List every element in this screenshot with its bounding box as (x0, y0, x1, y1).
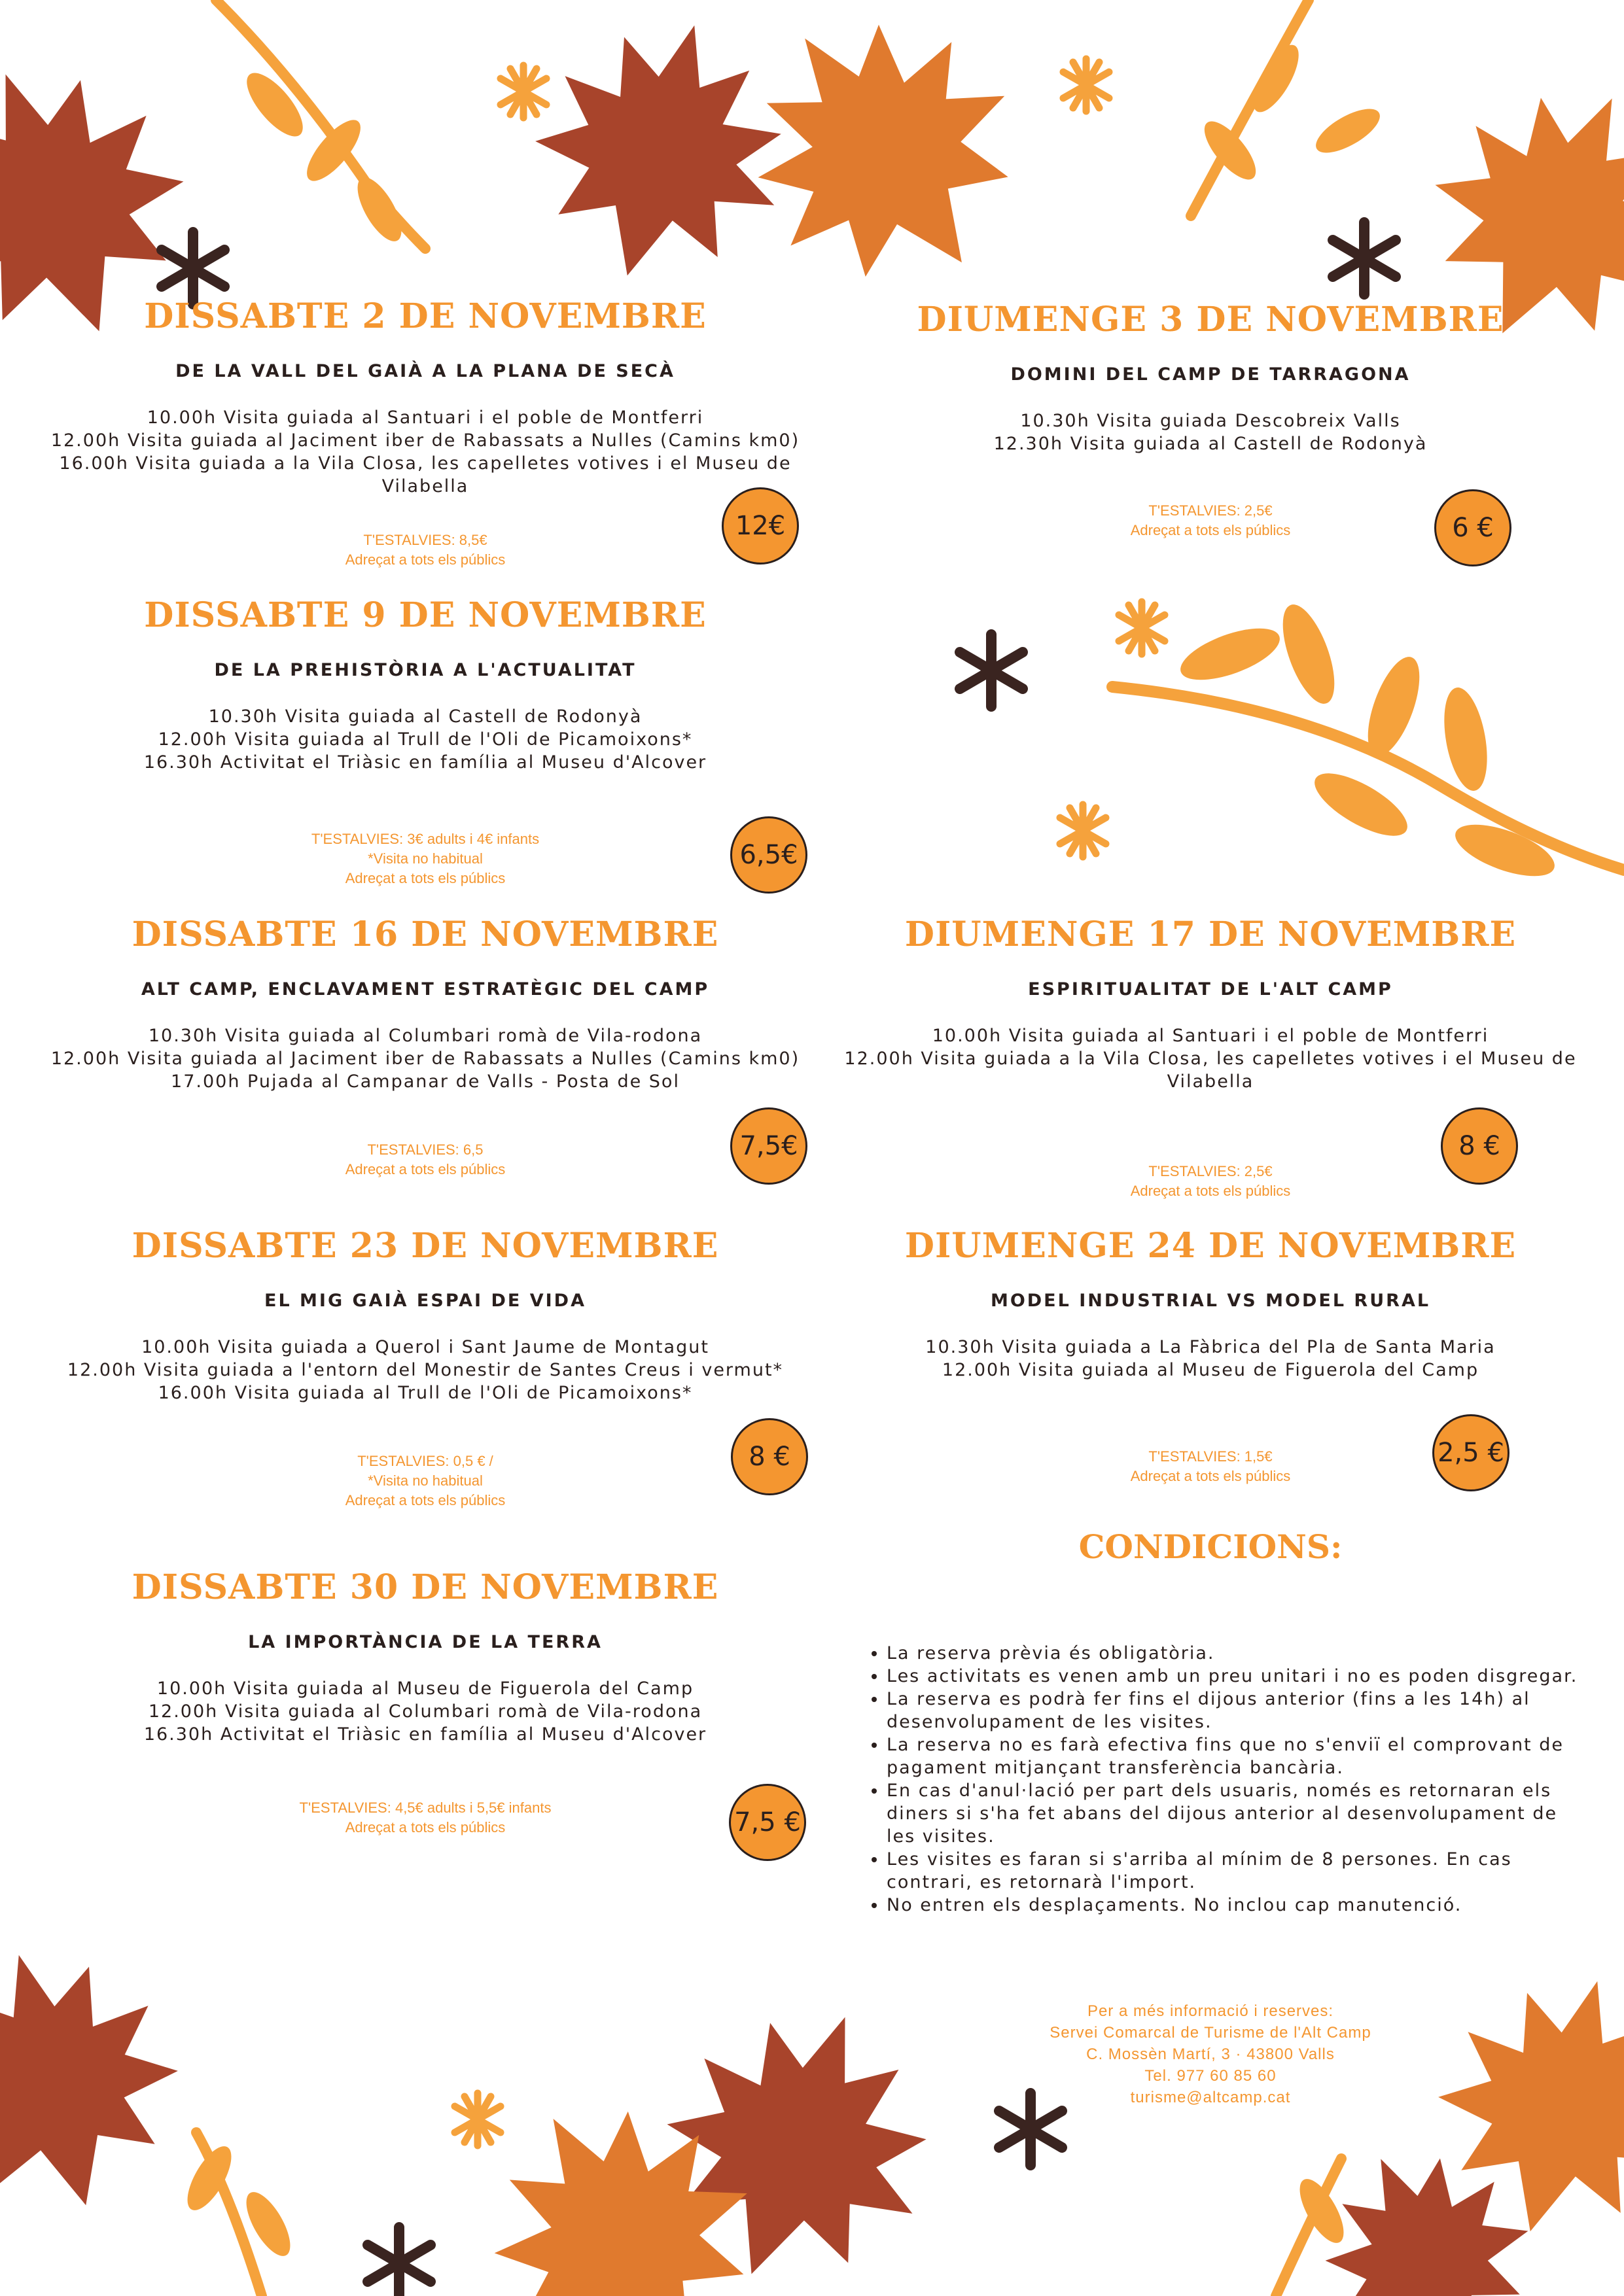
event-subtitle: EL MIG GAIÀ ESPAI DE VIDA (264, 1291, 586, 1312)
note-line: *Visita no habitual (368, 1472, 483, 1489)
event-subtitle: LA IMPORTÀNCIA DE LA TERRA (248, 1632, 603, 1653)
visit-item: 12.00h Visita guiada al Jaciment iber de Rabassats a Nulles (Camins km0) (50, 1049, 800, 1070)
audience-line: Adreçat a tots els públics (345, 1161, 506, 1178)
maple-leaf-icon (0, 1923, 205, 2237)
savings-line: T'ESTALVIES: 2,5€ (1148, 1163, 1273, 1180)
visit-item: 10.00h Visita guiada al Santuari i el poble de Montferri (147, 408, 704, 428)
condition-item: • La reserva es podrà fer fins el dijous anterior (fins a les 14h) al desenvolupament de les visites. (887, 1688, 1587, 1733)
visit-item: 12.30h Visita guiada al Castell de Rodonyà (993, 434, 1428, 455)
event-subtitle: DE LA VALL DEL GAIÀ A LA PLANA DE SECÀ (175, 361, 675, 382)
visit-item: 16.30h Activitat el Triàsic en família al Museu d'Alcover (143, 1724, 707, 1745)
visit-item: 17.00h Pujada al Campanar de Valls - Posta de Sol (171, 1071, 680, 1092)
price-badge: 6 € (1434, 489, 1511, 566)
savings-line: T'ESTALVIES: 0,5 € / (357, 1453, 493, 1470)
visit-item: 12.00h Visita guiada al Trull de l'Oli de Picamoixons* (158, 729, 693, 750)
event-subtitle: ESPIRITUALITAT DE L'ALT CAMP (1028, 979, 1393, 1000)
event-nov-16 (20, 916, 831, 1179)
flower-icon (455, 2093, 501, 2146)
savings-line: T'ESTALVIES: 2,5€ (1148, 502, 1273, 519)
visit-item: 10.30h Visita guiada al Castell de Rodonyà (208, 706, 643, 727)
maple-leaf-icon (508, 0, 814, 307)
audience-line: Adreçat a tots els públics (345, 551, 506, 568)
flower-icon (1119, 602, 1165, 654)
info-organization: Servei Comarcal de Turisme de l'Alt Camp (1050, 2024, 1371, 2042)
condition-item: • Les visites es faran si s'arriba al mínim de 8 persones. En cas contrari, es retornarà l'import. (887, 1848, 1587, 1894)
visit-item: 12.00h Visita guiada al Jaciment iber de Rabassats a Nulles (Camins km0) (50, 430, 800, 451)
visit-item: 10.30h Visita guiada a La Fàbrica del Pla de Santa Maria (925, 1337, 1496, 1358)
savings-line: T'ESTALVIES: 3€ adults i 4€ infants (311, 831, 540, 848)
info-email[interactable]: turisme@altcamp.cat (1130, 2089, 1291, 2106)
event-day: DIUMENGE 3 DE NOVEMBRE (917, 300, 1504, 339)
visit-item: 16.00h Visita guiada a la Vila Closa, les capelletes votives i el Museu de Vilabella (59, 453, 792, 497)
audience-line: Adreçat a tots els públics (345, 1492, 506, 1509)
flower-icon (1063, 59, 1109, 111)
event-nov-23 (20, 1227, 831, 1510)
event-day: DISSABTE 23 DE NOVEMBRE (132, 1226, 719, 1266)
condition-item: • La reserva no es farà efectiva fins que no s'enviï el comprovant de pagament mitjançant transferència bancària. (887, 1733, 1587, 1779)
asterisk-icon (960, 635, 1023, 706)
event-subtitle: DE LA PREHISTÒRIA A L'ACTUALITAT (214, 660, 637, 681)
visit-item: 10.00h Visita guiada al Museu de Figuerola del Camp (156, 1679, 694, 1699)
event-day: DIUMENGE 24 DE NOVEMBRE (904, 1226, 1517, 1266)
event-nov-9 (20, 597, 831, 888)
info-heading: Per a més informació i reserves: (1087, 2002, 1334, 2020)
note-line: *Visita no habitual (368, 850, 483, 867)
event-day: DISSABTE 16 DE NOVEMBRE (132, 914, 719, 954)
contact-info (805, 2000, 1616, 2108)
asterisk-icon (1333, 222, 1396, 294)
visit-item: 12.00h Visita guiada a la Vila Closa, les capelletes votives i el Museu de Vilabella (844, 1049, 1577, 1092)
visit-item: 16.00h Visita guiada al Trull de l'Oli de Picamoixons* (158, 1383, 693, 1404)
info-address: C. Mossèn Martí, 3 · 43800 Valls (1086, 2045, 1335, 2063)
price-badge: 7,5€ (730, 1107, 807, 1185)
audience-line: Adreçat a tots els públics (1130, 522, 1291, 539)
price-badge: 2,5 € (1432, 1414, 1509, 1491)
flower-icon (501, 65, 546, 118)
info-phone[interactable]: Tel. 977 60 85 60 (1144, 2067, 1277, 2085)
condition-item: • No entren els desplaçaments. No inclou cap manutenció. (887, 1894, 1587, 1917)
price-badge: 12€ (722, 487, 799, 565)
price-badge: 8 € (731, 1418, 808, 1495)
visit-item: 12.00h Visita guiada al Museu de Figuerola del Camp (942, 1360, 1479, 1381)
conditions-list (857, 1642, 1587, 1917)
savings-line: T'ESTALVIES: 8,5€ (363, 532, 487, 549)
event-day: DISSABTE 30 DE NOVEMBRE (132, 1567, 719, 1607)
price-badge: 6,5€ (730, 816, 807, 894)
event-nov-30 (20, 1569, 831, 1837)
savings-line: T'ESTALVIES: 4,5€ adults i 5,5€ infants (299, 1800, 552, 1817)
visit-item: 12.00h Visita guiada al Columbari romà de Vila-rodona (148, 1701, 703, 1722)
event-subtitle: MODEL INDUSTRIAL VS MODEL RURAL (990, 1291, 1431, 1312)
price-badge: 7,5 € (729, 1784, 806, 1861)
condition-item: • La reserva prèvia és obligatòria. (887, 1642, 1587, 1665)
visit-item: 10.00h Visita guiada al Santuari i el poble de Montferri (932, 1026, 1489, 1047)
condition-item: • En cas d'anul·lació per part dels usuaris, només es retornaran els diners si s'ha fet abans del dijous anterior al desenvolupament de les visites. (887, 1779, 1587, 1848)
event-subtitle: ALT CAMP, ENCLAVAMENT ESTRATÈGIC DEL CAMP (141, 979, 710, 1000)
event-subtitle: DOMINI DEL CAMP DE TARRAGONA (1010, 364, 1411, 385)
audience-line: Adreçat a tots els públics (1130, 1468, 1291, 1485)
visit-item: 10.30h Visita guiada al Columbari romà de Vila-rodona (148, 1026, 703, 1047)
asterisk-icon (162, 232, 224, 304)
visit-item: 10.00h Visita guiada a Querol i Sant Jaume de Montagut (141, 1337, 709, 1358)
visit-item: 12.00h Visita guiada a l'entorn del Monestir de Santes Creus i vermut* (67, 1360, 784, 1381)
visit-item: 10.30h Visita guiada Descobreix Valls (1020, 411, 1401, 432)
asterisk-icon (368, 2227, 431, 2296)
branch-icon (1112, 687, 1624, 870)
event-nov-2 (20, 298, 831, 570)
condition-item: • Les activitats es venen amb un preu unitari i no es poden disgregar. (887, 1665, 1587, 1688)
conditions-title: CONDICIONS: (1078, 1527, 1343, 1566)
flower-icon (1060, 805, 1106, 857)
savings-line: T'ESTALVIES: 1,5€ (1148, 1448, 1273, 1465)
event-day: DISSABTE 9 DE NOVEMBRE (144, 595, 707, 635)
maple-leaf-icon (698, 0, 1069, 338)
visit-item: 16.30h Activitat el Triàsic en família al Museu d'Alcover (143, 752, 707, 773)
event-day: DISSABTE 2 DE NOVEMBRE (144, 296, 707, 336)
audience-line: Adreçat a tots els públics (345, 1819, 506, 1836)
audience-line: Adreçat a tots els públics (1130, 1183, 1291, 1200)
savings-line: T'ESTALVIES: 6,5 (367, 1141, 484, 1158)
price-badge: 8 € (1441, 1107, 1518, 1185)
event-day: DIUMENGE 17 DE NOVEMBRE (904, 914, 1517, 954)
audience-line: Adreçat a tots els públics (345, 870, 506, 887)
